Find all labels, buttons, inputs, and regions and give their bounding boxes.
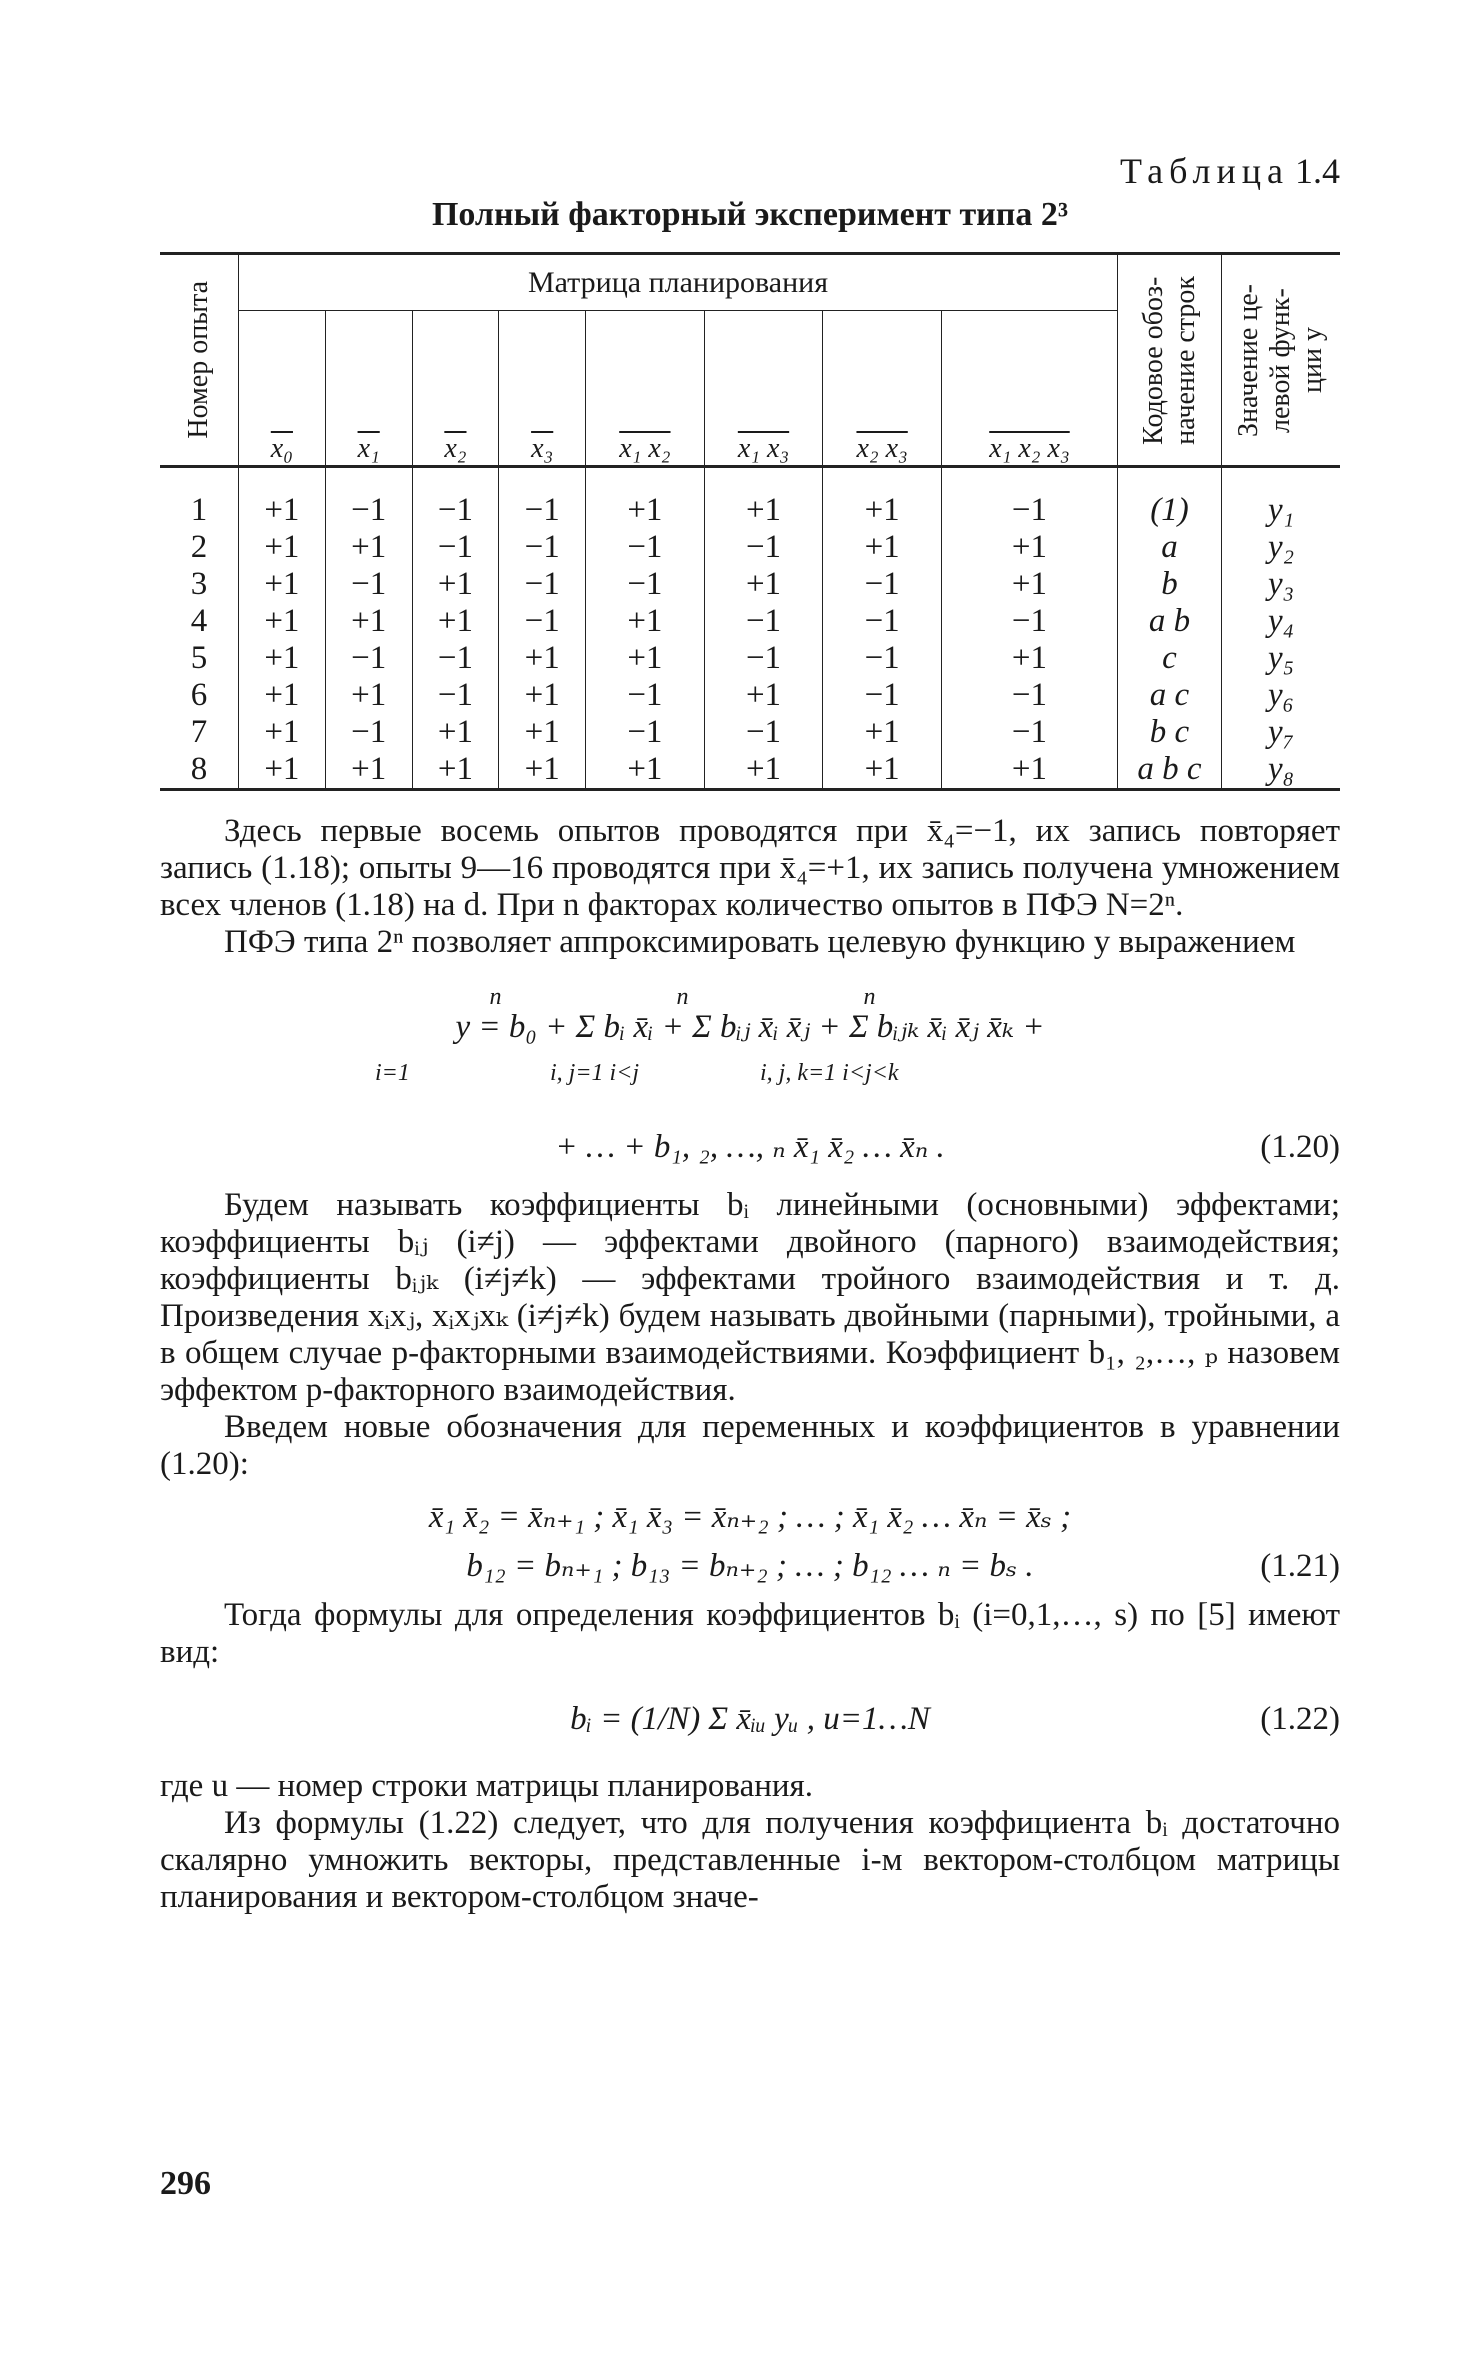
- table-label-word: Таблица: [1120, 151, 1289, 191]
- table-cell: −1: [412, 677, 499, 714]
- header-code: Кодовое обоз- начение строк: [1118, 254, 1222, 467]
- table-cell: −1: [325, 640, 412, 677]
- table-cell: +1: [941, 751, 1117, 790]
- table-cell: −1: [586, 677, 705, 714]
- table-cell: +1: [941, 640, 1117, 677]
- table-cell: −1: [499, 566, 586, 603]
- table-cell: +1: [704, 566, 823, 603]
- table-cell: 5: [160, 640, 239, 677]
- paragraph-1: Здесь первые восемь опытов проводятся при x̄₄=−1, их запись повторяет запись (1.18); опыты 9—16 проводятся при x̄₄=+1, их запись получена умножением всех членов (1.18) на d. При n факторах количество опытов в ПФЭ N=2ⁿ.: [160, 813, 1340, 923]
- sum-lower-limit-2: i, j=1 i<j: [550, 1060, 640, 1086]
- column-header: x₃: [499, 311, 586, 467]
- table-row: [160, 640, 1340, 677]
- table-cell: −1: [412, 529, 499, 566]
- table-cell: a b c: [1118, 751, 1222, 790]
- table-cell: +1: [325, 529, 412, 566]
- table-cell: −1: [823, 566, 942, 603]
- table-cell: +1: [586, 640, 705, 677]
- table-cell: b: [1118, 566, 1222, 603]
- table-cell: −1: [823, 603, 942, 640]
- table-cell: −1: [941, 714, 1117, 751]
- table-label-number: 1.4: [1295, 151, 1340, 191]
- table-cell: −1: [499, 467, 586, 530]
- table-row: [160, 566, 1340, 603]
- table-cell: +1: [239, 566, 326, 603]
- table-cell: y₄: [1222, 603, 1341, 640]
- factorial-table: [160, 252, 1340, 791]
- table-cell: +1: [239, 714, 326, 751]
- table-cell: +1: [941, 566, 1117, 603]
- table-cell: y₁: [1222, 467, 1341, 530]
- equation-number-1-22: (1.22): [1260, 1701, 1340, 1737]
- table-row: [160, 603, 1340, 640]
- table-cell: +1: [412, 714, 499, 751]
- column-header: x₁ x₂ x₃: [941, 311, 1117, 467]
- table-cell: 3: [160, 566, 239, 603]
- table-cell: +1: [499, 714, 586, 751]
- table-cell: 8: [160, 751, 239, 790]
- formula-1-20: [160, 969, 1340, 1179]
- table-cell: −1: [704, 529, 823, 566]
- paragraph-4: Введем новые обозначения для переменных и коэффициентов в уравнении (1.20):: [160, 1409, 1340, 1482]
- column-header: x₁: [325, 311, 412, 467]
- equation-number-1-21: (1.21): [1260, 1548, 1340, 1584]
- table-cell: +1: [823, 751, 942, 790]
- table-cell: y₈: [1222, 751, 1341, 790]
- table-cell: b c: [1118, 714, 1222, 751]
- column-header: x₂: [412, 311, 499, 467]
- table-cell: −1: [325, 714, 412, 751]
- table-cell: +1: [823, 714, 942, 751]
- formula-1-21-line1: x̄₁ x̄₂ = x̄ₙ₊₁ ; x̄₁ x̄₃ = x̄ₙ₊₂ ; … ; x̄₁ x̄₂ … x̄ₙ = x̄ₛ ;: [428, 1499, 1072, 1535]
- table-cell: −1: [704, 640, 823, 677]
- table-cell: +1: [704, 677, 823, 714]
- paragraph-6: где u — номер строки матрицы планирования.: [160, 1768, 813, 1804]
- table-cell: +1: [239, 603, 326, 640]
- table-cell: −1: [823, 677, 942, 714]
- table-cell: 4: [160, 603, 239, 640]
- table-cell: a c: [1118, 677, 1222, 714]
- table-cell: +1: [499, 677, 586, 714]
- table-cell: +1: [704, 751, 823, 790]
- table-cell: +1: [823, 467, 942, 530]
- paragraph-2: ПФЭ типа 2ⁿ позволяет аппроксимировать целевую функцию y выражением: [224, 924, 1296, 960]
- sum-upper-limits: nnn: [489, 984, 1051, 1010]
- table-cell: y₆: [1222, 677, 1341, 714]
- body-text: [160, 813, 1340, 1916]
- header-row-number: Номер опыта: [160, 254, 239, 467]
- table-cell: +1: [325, 603, 412, 640]
- header-value: Значение це- левой функ- ции y: [1222, 254, 1341, 467]
- table-cell: y₂: [1222, 529, 1341, 566]
- table-row: [160, 467, 1340, 530]
- sum-lower-limit-3: i, j, k=1 i<j<k: [760, 1060, 899, 1086]
- table-cell: +1: [586, 603, 705, 640]
- table-cell: −1: [412, 467, 499, 530]
- formula-1-20-line2: + … + b₁, ₂, …, ₙ x̄₁ x̄₂ … x̄ₙ .: [555, 1129, 945, 1165]
- table-cell: 7: [160, 714, 239, 751]
- table-cell: c: [1118, 640, 1222, 677]
- sum-lower-limit-1: i=1: [375, 1060, 410, 1086]
- table-cell: −1: [586, 529, 705, 566]
- table-cell: +1: [823, 529, 942, 566]
- paragraph-5: Тогда формулы для определения коэффициентов bᵢ (i=0,1,…, s) по [5] имеют вид:: [160, 1597, 1340, 1670]
- table-cell: a b: [1118, 603, 1222, 640]
- table-cell: +1: [412, 566, 499, 603]
- table-cell: −1: [586, 714, 705, 751]
- table-cell: +1: [586, 467, 705, 530]
- table-cell: y₃: [1222, 566, 1341, 603]
- formula-1-21-line2: b₁₂ = bₙ₊₁ ; b₁₃ = bₙ₊₂ ; … ; b₁₂ … ₙ = bₛ . (1.21): [466, 1548, 1340, 1584]
- table-cell: y₇: [1222, 714, 1341, 751]
- equation-number-1-20: (1.20): [1260, 1129, 1340, 1165]
- table-cell: −1: [499, 603, 586, 640]
- table-cell: +1: [239, 640, 326, 677]
- column-header: x₂ x₃: [823, 311, 942, 467]
- table-row: [160, 529, 1340, 566]
- table-cell: +1: [586, 751, 705, 790]
- table-cell: +1: [239, 467, 326, 530]
- table-cell: a: [1118, 529, 1222, 566]
- table-cell: y₅: [1222, 640, 1341, 677]
- table-cell: 6: [160, 677, 239, 714]
- page: [160, 150, 1340, 1916]
- table-cell: +1: [239, 751, 326, 790]
- page-number: 296: [160, 2165, 211, 2202]
- table-cell: +1: [325, 751, 412, 790]
- formula-1-20-line1: y = b₀ + Σ bᵢ x̄ᵢ + Σ bᵢⱼ x̄ᵢ x̄ⱼ + Σ bᵢⱼₖ x̄ᵢ x̄ⱼ x̄ₖ +: [455, 1009, 1045, 1045]
- column-header: x₁ x₃: [704, 311, 823, 467]
- table-caption: Полный факторный эксперимент типа 2³: [431, 196, 1069, 233]
- table-cell: −1: [941, 603, 1117, 640]
- header-matrix: Матрица планирования: [239, 254, 1118, 311]
- table-cell: 1: [160, 467, 239, 530]
- table-label: [160, 150, 1340, 192]
- table-cell: (1): [1118, 467, 1222, 530]
- table-cell: +1: [325, 677, 412, 714]
- table-cell: +1: [499, 640, 586, 677]
- table-cell: +1: [239, 529, 326, 566]
- table-cell: −1: [941, 677, 1117, 714]
- column-header: x₀: [239, 311, 326, 467]
- table-cell: −1: [941, 467, 1117, 530]
- paragraph-7: Из формулы (1.22) следует, что для получения коэффициента bᵢ достаточно скалярно умножить векторы, представленные i-м вектором-столбцом матрицы планирования и вектором-столбцом значе-: [160, 1805, 1340, 1915]
- table-cell: +1: [704, 467, 823, 530]
- table-row: [160, 751, 1340, 790]
- table-cell: −1: [704, 603, 823, 640]
- table-cell: +1: [239, 677, 326, 714]
- paragraph-3: Будем называть коэффициенты bᵢ линейными (основными) эффектами; коэффициенты bᵢⱼ (i≠j) — эффектами двойного (парного) взаимодействия; коэффициенты bᵢⱼₖ (i≠j≠k) — эффектами тройного взаимодействия и т. д. Произведения xᵢxⱼ, xᵢxⱼxₖ (i≠j≠k) будем называть двойными (парными), тройными, а в общем случае p-факторными взаимодействиями. Коэффициент b₁, ₂,…, ₚ назовем эффектом p-факторного взаимодействия.: [160, 1187, 1340, 1408]
- table-cell: −1: [704, 714, 823, 751]
- table-row: [160, 677, 1340, 714]
- table-cell: −1: [586, 566, 705, 603]
- table-cell: −1: [325, 467, 412, 530]
- table-cell: −1: [412, 640, 499, 677]
- table-cell: −1: [823, 640, 942, 677]
- formula-1-22: bᵢ = (1/N) Σ x̄ᵢᵤ yᵤ , u=1…N (1.22): [570, 1701, 1340, 1737]
- column-header: x₁ x₂: [586, 311, 705, 467]
- table-cell: 2: [160, 529, 239, 566]
- table-cell: +1: [412, 603, 499, 640]
- table-cell: +1: [412, 751, 499, 790]
- table-cell: +1: [941, 529, 1117, 566]
- table-row: [160, 714, 1340, 751]
- table-cell: +1: [499, 751, 586, 790]
- table-cell: −1: [499, 529, 586, 566]
- table-cell: −1: [325, 566, 412, 603]
